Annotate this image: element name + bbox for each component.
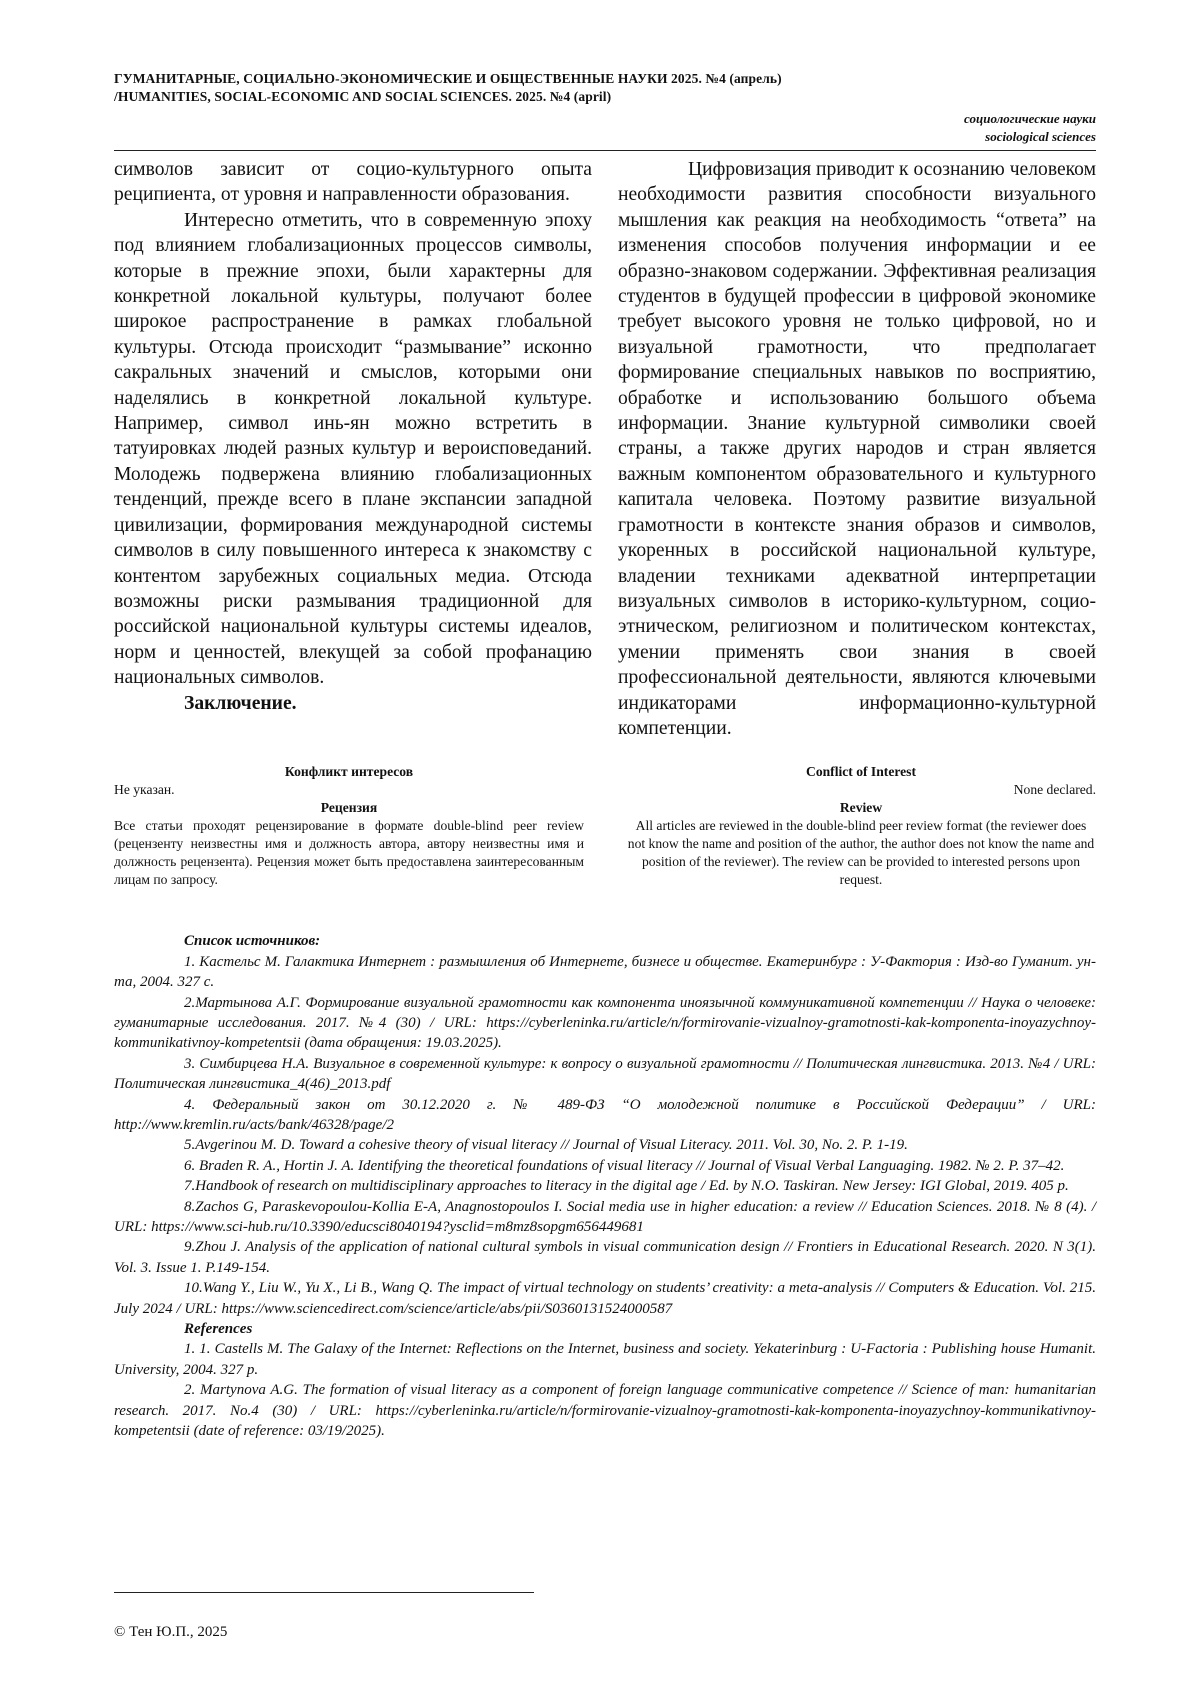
source-item: 7.Handbook of research on multidisciplinary approaches to literacy in the digital age / Ed. by N.O. Taskiran. New Jersey: IGI Global, 2019. 405 p. [184, 1178, 1069, 1195]
source-item: 3. Симбирцева Н.А. Визуальное в современной культуре: к вопросу о визуальной грамотности // Политическая лингвистика. 2013. №4 / URL: Политическая лингвистика_4(46)_2013.pdf [114, 1055, 1096, 1093]
reference-item: 1. 1. Castells M. The Galaxy of the Internet: Reflections on the Internet, business and society. Yekaterinburg : U-Factoria : Publishing house Humanit. University, 2004. 327 p. [114, 1341, 1096, 1378]
source-item: 4. Федеральный закон от 30.12.2020 г. № 489-ФЗ “О молодежной политике в Российской Федерации” / URL: http://www.kremlin.ru/acts/bank/46328/page/2 [114, 1096, 1096, 1133]
references-heading: References [184, 1321, 253, 1338]
coi-text-en: None declared. [1013, 782, 1096, 798]
source-item: 5.Avgerinou M. D. Toward a cohesive theory of visual literacy // Journal of Visual Literacy. 2011. Vol. 30, No. 2. P. 1-19. [184, 1137, 908, 1154]
coi-title-ru: Конфликт интересов [284, 764, 414, 780]
journal-header [114, 70, 1096, 151]
journal-title-ru: ГУМАНИТАРНЫЕ, СОЦИАЛЬНО-ЭКОНОМИЧЕСКИЕ И ОБЩЕСТВЕННЫЕ НАУКИ 2025. №4 (апрель) [114, 71, 782, 86]
paragraph: Интересно отметить, что в современную эпоху под влиянием глобализационных процессов символы, которые в прежние эпохи, были характерны для конкретной локальной культуры, получают более широкое распространение в рамках глобальной культуры. Отсюда происходит “размывание” исконно сакральных значений и смыслов, которыми они наделялись в конкретной локальной культуре. Например, символ инь-ян можно встретить в татуировках людей разных культур и вероисповеданий. Молодежь подвержена влиянию глобализационных тенденций, прежде всего в плане экспансии западной цивилизации, формирования международной системы символов в силу повышенного интереса к знакомству с контентом зарубежных социальных медиа. Отсюда возможны риски размывания традиционной для российской национальной культуры системы идеалов, норм и ценностей, влекущей за собой профанацию национальных символов. [114, 209, 592, 689]
review-title-ru: Рецензия [320, 800, 378, 816]
coi-ru [114, 763, 584, 889]
left-column [114, 157, 592, 741]
sources-heading: Список источников: [184, 933, 321, 950]
source-item: 1. Кастельс М. Галактика Интернет : размышления об Интернете, бизнесе и обществе. Екатеринбург : У-Фактория : Изд-во Гуманит. ун-та, 2004. 327 с. [114, 953, 1096, 991]
source-item: 9.Zhou J. Analysis of the application of national cultural symbols in visual communication design // Frontiers in Educational Research. 2020. N 3(1). Vol. 3. Issue 1. P.149-154. [114, 1239, 1096, 1276]
section-en: sociological sciences [985, 129, 1096, 144]
coi-title-en: Conflict of Interest [806, 764, 916, 780]
body-columns [114, 157, 1096, 741]
header-rule [114, 150, 1096, 151]
right-column [618, 157, 1096, 741]
coi-text-ru: Не указан. [114, 782, 175, 798]
footnote-rule [114, 1592, 534, 1593]
source-item: 10.Wang Y., Liu W., Yu X., Li B., Wang Q. The impact of virtual technology on students’ creativity: a meta-analysis // Computers & Education. Vol. 215. July 2024 / URL: https://www.sciencedirect.com/science/article/abs/pii/S0360131524000587 [114, 1280, 1096, 1317]
reference-list [114, 931, 1096, 1441]
page [114, 70, 1096, 1442]
conclusion-heading: Заключение. [184, 692, 297, 714]
source-item: 6. Braden R. A., Hortin J. A. Identifying the theoretical foundations of visual literacy // Journal of Visual Verbal Languaging. 1982. № 2. P. 37–42. [184, 1157, 1065, 1174]
paragraph: символов зависит от социо-культурного опыта реципиента, от уровня и направленности образования. [114, 159, 592, 206]
paragraph: Цифровизация приводит к осознанию человеком необходимости развития способности визуального мышления как реакция на необходимость “ответа” на изменения способов получения информации и ее образно-знаковом содержании. Эффективная реализация студентов в будущей профессии в цифровой экономике требует высокого уровня не только цифровой, но и визуальной грамотности, что предполагает формирование специальных навыков по восприятию, обработке и использованию большого объема информации. Знание культурной символики своей страны, а также других народов и стран является важным компонентом образовательного и культурного капитала человека. Поэтому развитие визуальной грамотности в контексте знания образов и символов, укоренных в российской национальной культуре, владении техниками адекватной интерпретации визуальных символов в историко-культурном, социо-этническом, религиозном и политическом контекстах, умении применять свои знания в своей профессиональной деятельности, являются ключевыми индикаторами информационно-культурной компетенции. [618, 159, 1096, 739]
review-text-en: All articles are reviewed in the double-blind peer review format (the reviewer does not know the name and position of the author, the author does not know the name and position of the reviewer). The review can be provided to interested persons upon request. [627, 818, 1095, 888]
copyright: © Тен Ю.П., 2025 [114, 1624, 228, 1640]
section-label [114, 110, 1096, 146]
coi-en [626, 763, 1096, 889]
source-item: 8.Zachos G, Paraskevopoulou-Kollia E-A, Anagnostopoulos I. Social media use in higher education: a review // Education Sciences. 2018. № 8 (4). / URL: https://www.sci-hub.ru/10.3390/educsci8040194?ysclid=m8mz8sopgm656449681 [114, 1198, 1096, 1236]
section-ru: социологические науки [964, 111, 1096, 126]
review-title-en: Review [839, 800, 883, 816]
reference-item: 2. Martynova A.G. The formation of visual literacy as a component of foreign language communicative competence // Science of man: humanitarian research. 2017. No.4 (30) / URL: https://cyberleninka.ru/article/n/formirovanie-vizualnoy-gramotnosti-kak-komponenta-inoyazychnoy-kommunikativnoy-kompetentsii (date of reference: 03/19/2025). [114, 1382, 1096, 1440]
review-text-ru: Все статьи проходят рецензирование в формате double-blind peer review (рецензенту неизвестны имя и должность автора, автору неизвестны имя и должность рецензента). Рецензия может быть предоставлена заинтересованным лицам по запросу. [114, 818, 584, 888]
journal-title-en: /HUMANITIES, SOCIAL-ECONOMIC AND SOCIAL SCIENCES. 2025. №4 (april) [114, 89, 612, 104]
source-item: 2.Мартынова А.Г. Формирование визуальной грамотности как компонента иноязычной коммуникативной компетенции // Наука о человеке: гуманитарные исследования. 2017. №4 (30) / URL: https://cyberleninka.ru/article/n/formirovanie-vizualnoy-gramotnosti-kak-komponenta-inoyazychnoy-kommunikativnoy-kompetentsii (дата обращения: 19.03.2025). [114, 994, 1096, 1052]
conflict-of-interest-block [114, 763, 1096, 889]
